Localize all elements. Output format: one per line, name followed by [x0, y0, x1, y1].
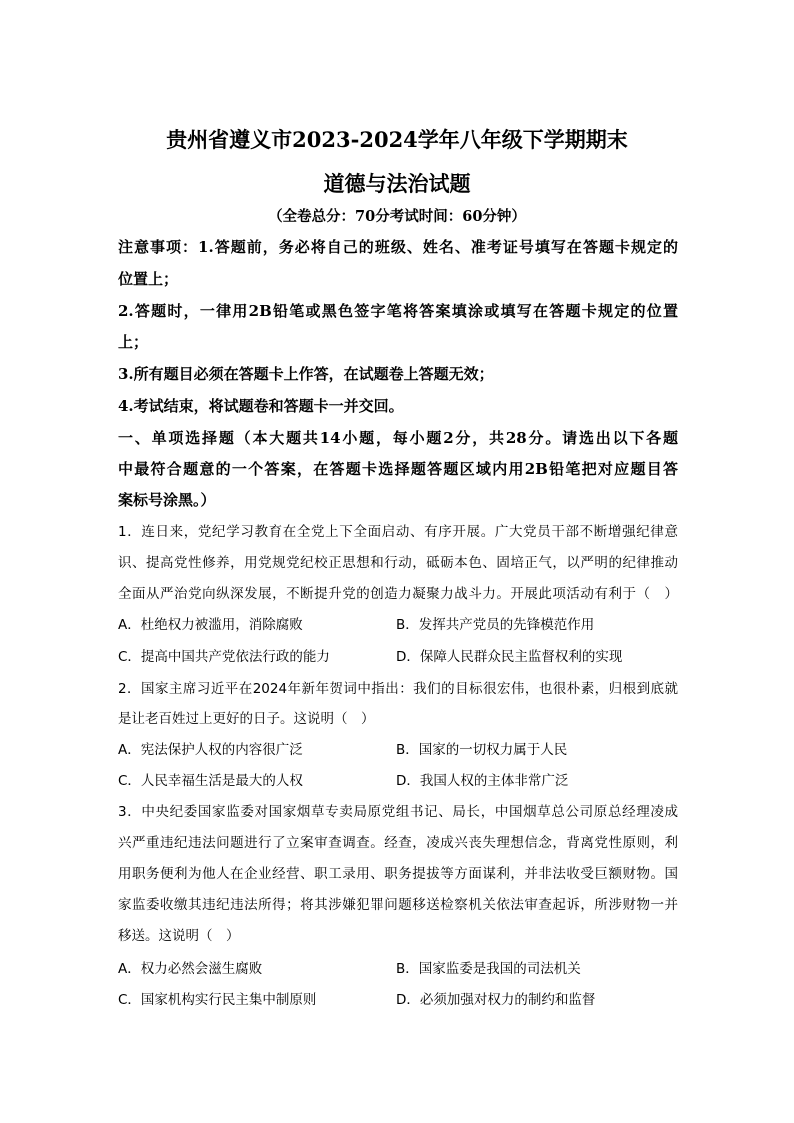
question-3-option-a: A．权力必然会滋生腐败	[118, 961, 263, 977]
question-1-line-1: 1．连日来，党纪学习教育在全党上下全面启动、有序开展。广大党员干部不断增强纪律意	[118, 524, 678, 540]
section-heading-line-3: 案标号涂黑。）	[118, 491, 216, 509]
notes-line-3: 2.答题时，一律用2B铅笔或黑色签字笔将答案填涂或填写在答题卡规定的位置	[118, 302, 678, 320]
question-3-line-5: 移送。这说明（ ）	[118, 928, 240, 944]
question-3-option-d: D．必须加强对权力的制约和监督	[396, 992, 596, 1008]
question-1-option-b: B．发挥共产党员的先锋模范作用	[396, 617, 595, 633]
notes-line-4: 上；	[118, 333, 149, 351]
notes-line-6: 4.考试结束，将试题卷和答题卡一并交回。	[118, 397, 404, 415]
section-heading-line-1: 一、单项选择题（本大题共14小题，每小题2分，共28分。请选出以下各题	[118, 429, 678, 447]
question-1-option-c: C．提高中国共产党依法行政的能力	[118, 649, 330, 665]
question-1-line-3: 全面从严治党向纵深发展，不断提升党的创造力凝聚力战斗力。开展此项活动有利于（ ）	[118, 586, 678, 602]
section-heading-line-2: 中最符合题意的一个答案，在答题卡选择题答题区域内用2B铅笔把对应题目答	[118, 460, 678, 478]
question-3-line-2: 兴严重违纪违法问题进行了立案审查调查。经查，凌成兴丧失理想信念，背离党性原则，利	[118, 835, 678, 851]
notes-line-2: 位置上；	[118, 270, 179, 288]
exam-title-line1: 贵州省遵义市2023-2024学年八年级下学期期末	[166, 127, 628, 152]
question-1-line-2: 识、提高党性修养，用党规党纪校正思想和行动，砥砺本色、固培正气，以严明的纪律推动	[118, 555, 678, 571]
question-2-option-b: B．国家的一切权力属于人民	[396, 742, 568, 758]
question-2-line-2: 是让老百姓过上更好的日子。这说明（ ）	[118, 711, 375, 727]
question-1-option-a: A．杜绝权力被滥用，消除腐败	[118, 617, 303, 633]
question-2-line-1: 2．国家主席习近平在2024年新年贺词中指出：我们的目标很宏伟，也很朴素，归根到底就	[118, 681, 678, 697]
question-3-line-3: 用职务便利为他人在企业经营、职工录用、职务提拔等方面谋利，并非法收受巨额财物。国	[118, 866, 678, 882]
notes-line-1: 注意事项：1.答题前，务必将自己的班级、姓名、准考证号填写在答题卡规定的	[118, 238, 678, 256]
question-2-option-d: D．我国人权的主体非常广泛	[396, 773, 569, 789]
question-3-option-c: C．国家机构实行民主集中制原则	[118, 992, 317, 1008]
exam-title-line2: 道德与法治试题	[323, 171, 471, 196]
question-2-option-c: C．人民幸福生活是最大的人权	[118, 773, 303, 789]
question-1-option-d: D．保障人民群众民主监督权利的实现	[396, 649, 623, 665]
question-3-line-1: 3．中央纪委国家监委对国家烟草专卖局原党组书记、局长，中国烟草总公司原总经理凌成	[118, 804, 678, 820]
question-3-line-4: 家监委收缴其违纪违法所得；将其涉嫌犯罪问题移送检察机关依法审查起诉，所涉财物一并	[118, 897, 678, 913]
question-2-option-a: A．宪法保护人权的内容很广泛	[118, 742, 303, 758]
question-3-option-b: B．国家监委是我国的司法机关	[396, 961, 581, 977]
notes-line-5: 3.所有题目必须在答题卡上作答，在试题卷上答题无效；	[118, 365, 494, 383]
exam-info: （全卷总分：70分考试时间：60分钟）	[268, 208, 526, 225]
